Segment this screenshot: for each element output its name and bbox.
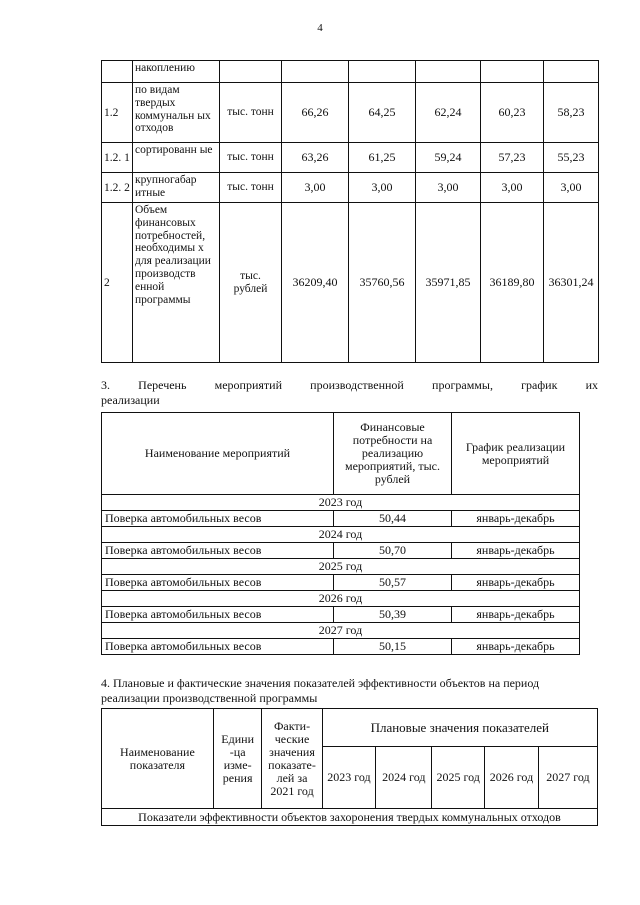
row-name: крупногабар итные <box>133 173 220 203</box>
plan-year-header: 2025 год <box>432 747 485 809</box>
measures-table <box>101 412 580 655</box>
row-value <box>544 61 599 83</box>
volumes-row <box>102 203 599 363</box>
indicators-header-plan: Плановые значения показателей <box>322 709 597 747</box>
indicators-header-unit: Едини -ца изме- рения <box>213 709 262 809</box>
measure-row <box>102 511 580 527</box>
row-value: 36189,80 <box>481 203 544 363</box>
section3-heading: 3. Перечень мероприятий производственной программы, график их <box>101 378 598 392</box>
measure-name: Поверка автомобильных весов <box>102 543 334 559</box>
row-unit: тыс. тонн <box>220 143 282 173</box>
row-value: 36209,40 <box>282 203 349 363</box>
year-row: 2027 год <box>102 623 580 639</box>
row-value: 62,24 <box>416 83 481 143</box>
row-value: 66,26 <box>282 83 349 143</box>
year-row: 2026 год <box>102 591 580 607</box>
row-value: 3,00 <box>282 173 349 203</box>
measure-amount: 50,39 <box>334 607 452 623</box>
row-value: 36301,24 <box>544 203 599 363</box>
indicators-header-fact: Факти- ческие значения показате- лей за 2021 год <box>262 709 322 809</box>
row-number: 2 <box>102 203 133 363</box>
measure-amount: 50,15 <box>334 639 452 655</box>
section3-heading-cont: реализации <box>101 393 160 407</box>
row-value <box>282 61 349 83</box>
measure-name: Поверка автомобильных весов <box>102 639 334 655</box>
row-value <box>349 61 416 83</box>
plan-year-header: 2023 год <box>322 747 376 809</box>
page-number: 4 <box>317 22 323 34</box>
row-value: 59,24 <box>416 143 481 173</box>
measure-schedule: январь-декабрь <box>452 543 580 559</box>
row-number: 1.2 <box>102 83 133 143</box>
row-number: 1.2. 2 <box>102 173 133 203</box>
measure-schedule: январь-декабрь <box>452 607 580 623</box>
row-value: 3,00 <box>544 173 599 203</box>
section4-heading: 4. Плановые и фактические значения показателей эффективности объектов на период реализации производственной программы <box>101 676 540 705</box>
volumes-table <box>101 60 599 363</box>
row-value: 55,23 <box>544 143 599 173</box>
row-value: 61,25 <box>349 143 416 173</box>
year-row: 2024 год <box>102 527 580 543</box>
measure-schedule: январь-декабрь <box>452 639 580 655</box>
measure-schedule: январь-декабрь <box>452 511 580 527</box>
volumes-row <box>102 173 599 203</box>
row-value: 63,26 <box>282 143 349 173</box>
row-value: 57,23 <box>481 143 544 173</box>
year-row: 2025 год <box>102 559 580 575</box>
measure-row <box>102 639 580 655</box>
row-value: 64,25 <box>349 83 416 143</box>
plan-year-header: 2027 год <box>538 747 597 809</box>
year-row: 2023 год <box>102 495 580 511</box>
row-unit <box>220 61 282 83</box>
indicators-section-row: Показатели эффективности объектов захоронения твердых коммунальных отходов <box>102 809 598 826</box>
row-value: 35760,56 <box>349 203 416 363</box>
row-value: 60,23 <box>481 83 544 143</box>
volumes-row <box>102 143 599 173</box>
row-value <box>481 61 544 83</box>
measure-amount: 50,70 <box>334 543 452 559</box>
measure-amount: 50,44 <box>334 511 452 527</box>
row-value: 3,00 <box>416 173 481 203</box>
measure-row <box>102 543 580 559</box>
volumes-row <box>102 83 599 143</box>
plan-year-header: 2026 год <box>485 747 539 809</box>
measure-name: Поверка автомобильных весов <box>102 607 334 623</box>
measure-row <box>102 607 580 623</box>
row-value <box>416 61 481 83</box>
measures-header-name: Наименование мероприятий <box>102 413 334 495</box>
row-unit: тыс. тонн <box>220 173 282 203</box>
volumes-row <box>102 61 599 83</box>
measure-name: Поверка автомобильных весов <box>102 575 334 591</box>
row-unit: тыс. рублей <box>220 203 282 363</box>
row-value: 3,00 <box>481 173 544 203</box>
indicators-table <box>101 708 598 826</box>
plan-year-header: 2024 год <box>376 747 432 809</box>
measure-name: Поверка автомобильных весов <box>102 511 334 527</box>
row-name: по видам твердых коммунальн ых отходов <box>133 83 220 143</box>
measure-schedule: январь-декабрь <box>452 575 580 591</box>
indicators-header-name: Наименование показателя <box>102 709 214 809</box>
row-value: 58,23 <box>544 83 599 143</box>
row-name: сортированн ые <box>133 143 220 173</box>
row-number: 1.2. 1 <box>102 143 133 173</box>
measures-header-finance: Финансовые потребности на реализацию мероприятий, тыс. рублей <box>334 413 452 495</box>
row-name: Объем финансовых потребностей, необходимы х для реализации производств енной программы <box>133 203 220 363</box>
row-value: 3,00 <box>349 173 416 203</box>
row-name: накоплению <box>133 61 220 83</box>
measures-header-schedule: График реализации мероприятий <box>452 413 580 495</box>
row-unit: тыс. тонн <box>220 83 282 143</box>
row-value: 35971,85 <box>416 203 481 363</box>
measure-amount: 50,57 <box>334 575 452 591</box>
row-number <box>102 61 133 83</box>
measure-row <box>102 575 580 591</box>
